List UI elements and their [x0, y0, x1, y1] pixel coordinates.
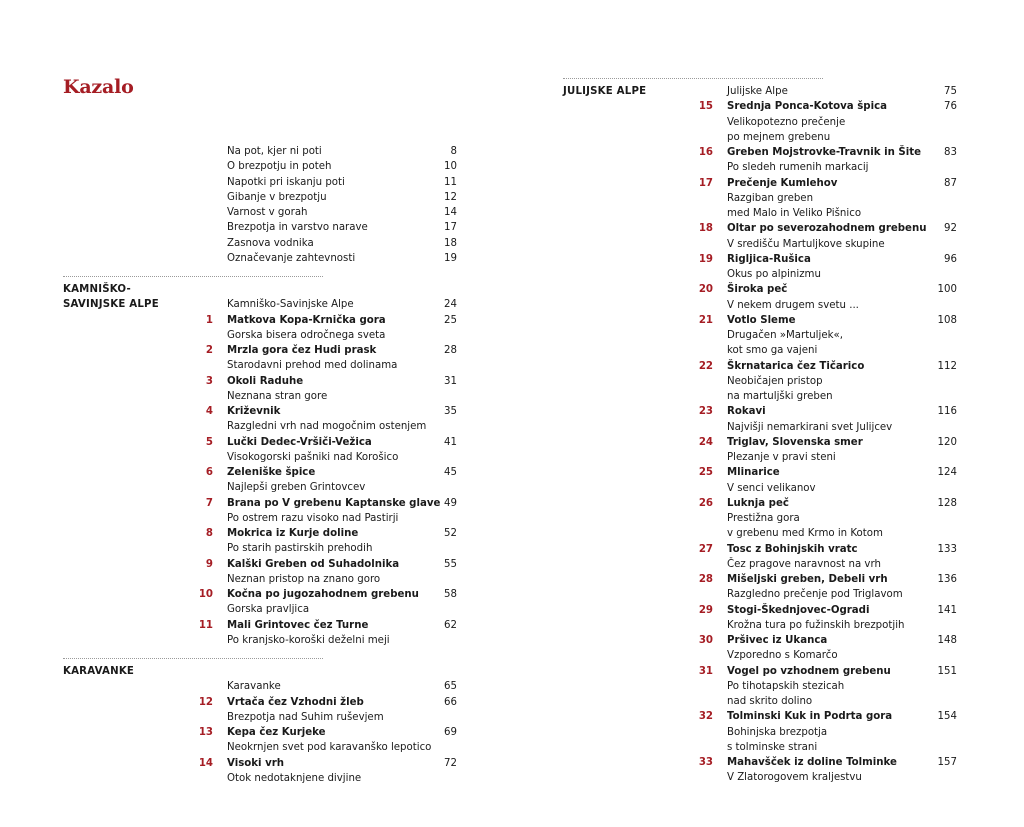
toc-entry[interactable] [63, 313, 463, 328]
entry-number: 23 [698, 406, 713, 418]
page-title: Kazalo [63, 76, 134, 98]
entry-number: 26 [698, 497, 713, 509]
page-number: 87 [944, 177, 957, 189]
entry-text: Najvišji nemarkirani svet Julijcev [727, 421, 893, 433]
toc-entry[interactable] [563, 221, 963, 236]
toc-subtitle [563, 206, 963, 221]
toc-entry[interactable] [63, 587, 463, 602]
page-number: 28 [444, 345, 457, 356]
intro-list [63, 144, 463, 266]
toc-subtitle [563, 481, 963, 496]
entry-number: 27 [698, 543, 713, 555]
entry-title: Tosc z Bohinjskih vratc [727, 543, 858, 555]
entry-title: Tolminski Kuk in Podrta gora [727, 711, 893, 723]
entry-title: Vogel po vzhodnem grebenu [727, 665, 891, 677]
toc-subtitle [563, 511, 963, 526]
toc-subtitle [563, 587, 963, 602]
page-number: 116 [937, 406, 957, 418]
page-number: 72 [444, 757, 457, 769]
entry-number: 15 [698, 101, 713, 113]
toc-subtitle[interactable] [63, 159, 463, 174]
entry-title: Visoki vrh [227, 757, 284, 769]
entry-text: Gibanje v brezpotju [227, 191, 327, 203]
entry-number: 6 [205, 467, 213, 478]
page-number: 108 [937, 314, 957, 326]
entry-number: 10 [198, 589, 213, 600]
page-number: 120 [937, 436, 957, 448]
toc-subtitle [63, 771, 463, 786]
toc-subtitle [563, 450, 963, 465]
toc-entry[interactable] [563, 465, 963, 480]
dotted-separator [563, 78, 823, 79]
entry-text: Karavanke [227, 681, 281, 693]
entry-text: Gorska pravljica [227, 604, 310, 616]
entry-text: Neokrnjen svet pod karavanško lepotico [227, 742, 432, 754]
entry-title: Pršivec iz Ukanca [727, 635, 828, 646]
entry-title: Stogi-Škednjovec-Ogradi [727, 604, 870, 616]
entry-number: 7 [205, 497, 213, 509]
toc-subtitle [563, 160, 963, 175]
toc-subtitle [563, 343, 963, 358]
page-number: 19 [444, 252, 457, 264]
toc-subtitle [563, 237, 963, 252]
toc-subtitle[interactable] [563, 84, 963, 99]
entry-title: Mali Grintovec čez Turne [227, 619, 369, 631]
entry-title: Rigljica-Rušica [727, 253, 811, 265]
toc-entry[interactable] [63, 695, 463, 710]
entry-number: 19 [698, 253, 713, 265]
entry-number: 8 [205, 528, 213, 539]
toc-subtitle [563, 130, 963, 145]
toc-subtitle[interactable] [63, 175, 463, 190]
toc-subtitle [563, 298, 963, 313]
entry-title: Lučki Dedec-Vršiči-Vežica [227, 436, 372, 448]
entry-text: Brezpotja nad Suhim ruševjem [227, 711, 384, 723]
toc-subtitle [63, 541, 463, 556]
page-number: 58 [444, 589, 457, 600]
entry-title: Kepa čez Kurjeke [227, 727, 326, 738]
entry-text: Neobičajen pristop [727, 375, 823, 387]
entry-title: Križevnik [227, 406, 281, 417]
entry-title: Mišeljski greben, Debeli vrh [727, 574, 888, 585]
entry-text: Čez pragove naravnost na vrh [727, 558, 881, 570]
dotted-separator [63, 276, 323, 277]
entry-title: Luknja peč [727, 497, 789, 509]
toc-subtitle[interactable] [63, 220, 463, 235]
toc-entry[interactable] [563, 176, 963, 191]
entry-text: Neznana stran gore [227, 390, 328, 402]
entry-number: 24 [698, 436, 713, 448]
page-number: 52 [444, 528, 457, 539]
page-number: 151 [937, 665, 957, 677]
entry-number: 2 [205, 345, 213, 356]
entry-text: Visokogorski pašniki nad Korošico [227, 451, 399, 463]
toc-entry[interactable] [63, 526, 463, 541]
toc-entry[interactable] [63, 725, 463, 740]
toc-entry[interactable] [63, 374, 463, 389]
entry-text: V središču Martuljkove skupine [727, 238, 885, 250]
entry-number: 25 [698, 467, 713, 479]
toc-entry[interactable] [63, 465, 463, 480]
toc-subtitle [563, 740, 963, 755]
entry-number: 9 [205, 558, 213, 570]
toc-subtitle [63, 710, 463, 725]
toc-entry[interactable] [63, 756, 463, 771]
entry-text: Drugačen »Martuljek«, [727, 330, 843, 341]
page-number: 128 [937, 497, 957, 509]
page-number: 24 [444, 299, 457, 311]
toc-subtitle [563, 115, 963, 130]
section-julijske-alpe [563, 78, 963, 786]
toc-entry[interactable] [563, 145, 963, 160]
dotted-separator [63, 658, 323, 659]
section-label-line: JULIJSKE ALPE [563, 86, 647, 97]
entry-title: Mokrica iz Kurje doline [227, 528, 359, 539]
toc-entry[interactable] [563, 755, 963, 770]
entry-number: 22 [698, 360, 713, 372]
entry-text: Neznan pristop na znano goro [227, 573, 381, 585]
page-number: 154 [937, 711, 957, 723]
entry-text: Brezpotja in varstvo narave [227, 222, 368, 234]
toc-subtitle [63, 419, 463, 434]
toc-entry[interactable] [563, 99, 963, 114]
entry-text: Gorska bisera odročnega sveta [227, 329, 386, 341]
toc-subtitle [63, 511, 463, 526]
entry-number: 5 [205, 436, 213, 448]
entry-number: 11 [198, 619, 213, 631]
toc-subtitle [63, 450, 463, 465]
toc-entry[interactable] [563, 542, 963, 557]
entry-text: Po starih pastirskih prehodih [227, 543, 373, 555]
section-label-line: KARAVANKE [63, 666, 135, 677]
page-number: 14 [444, 207, 457, 218]
entry-number: 3 [205, 375, 213, 387]
toc-entry[interactable] [63, 557, 463, 572]
toc-subtitle [563, 679, 963, 694]
page-number: 10 [444, 161, 457, 173]
page-number: 62 [444, 619, 457, 631]
page-number: 141 [937, 604, 957, 616]
page-number: 18 [444, 237, 457, 249]
toc-subtitle [63, 480, 463, 495]
page-number: 92 [944, 223, 957, 235]
entry-number: 16 [698, 147, 713, 158]
page-number: 17 [444, 222, 457, 234]
entry-number: 30 [698, 635, 713, 646]
page-number: 133 [937, 543, 957, 555]
page-number: 25 [444, 314, 457, 326]
toc-entry[interactable] [563, 252, 963, 267]
toc-subtitle [563, 374, 963, 389]
entry-text: s tolminske strani [727, 741, 818, 753]
entry-number: 32 [698, 711, 713, 723]
entry-text: O brezpotju in poteh [227, 161, 332, 173]
toc-subtitle [563, 420, 963, 435]
entry-text: Napotki pri iskanju poti [227, 176, 345, 188]
entry-title: Široka peč [727, 284, 788, 296]
toc-entry[interactable] [563, 709, 963, 724]
toc-subtitle[interactable] [63, 297, 463, 312]
entry-number: 33 [698, 757, 713, 768]
toc-subtitle [63, 602, 463, 617]
entry-title: Triglav, Slovenska smer [727, 436, 863, 448]
toc-subtitle [563, 557, 963, 572]
page-number: 83 [944, 147, 957, 158]
entry-text: V senci velikanov [727, 482, 816, 494]
page-number: 76 [944, 101, 957, 113]
entry-text: Varnost v gorah [227, 207, 308, 218]
toc-subtitle [63, 389, 463, 404]
toc-entry[interactable] [563, 313, 963, 328]
page-number: 136 [937, 574, 957, 585]
toc-subtitle [563, 648, 963, 663]
entry-text: Na pot, kjer ni poti [227, 146, 322, 157]
entry-text: Po ostrem razu visoko nad Pastirji [227, 512, 399, 524]
section-kamnisko-savinjske-alpe [63, 276, 463, 648]
toc-entry[interactable] [63, 618, 463, 633]
page-number: 55 [444, 558, 457, 570]
toc-subtitle [63, 358, 463, 373]
toc-subtitle [563, 694, 963, 709]
toc-entry[interactable] [563, 435, 963, 450]
entry-title: Prečenje Kumlehov [727, 177, 838, 189]
entry-text: Najlepši greben Grintovcev [227, 482, 366, 494]
entry-text: Razgledni vrh nad mogočnim ostenjem [227, 421, 427, 433]
toc-entry[interactable] [563, 496, 963, 511]
entry-text: Po kranjsko-koroški deželni meji [227, 634, 390, 646]
entry-text: V nekem drugem svetu ... [727, 299, 859, 311]
section-block [63, 282, 463, 648]
entry-title: Mlinarice [727, 467, 780, 479]
entry-title: Greben Mojstrovke-Travnik in Šite [727, 147, 921, 158]
toc-subtitle [63, 740, 463, 755]
page-number: 49 [444, 497, 457, 509]
toc-subtitle [563, 725, 963, 740]
entry-text: v grebenu med Krmo in Kotom [727, 528, 883, 540]
entry-text: Starodavni prehod med dolinama [227, 360, 398, 372]
toc-entry[interactable] [63, 404, 463, 419]
entry-title: Kalški Greben od Suhadolnika [227, 558, 400, 570]
entry-text: Okus po alpinizmu [727, 269, 821, 280]
entry-text: Otok nedotaknjene divjine [227, 772, 362, 784]
toc-entry[interactable] [563, 359, 963, 374]
entry-text: Razgledno prečenje pod Triglavom [727, 589, 903, 601]
page-number: 66 [444, 696, 457, 708]
entry-title: Brana po V grebenu Kaptanske glave [227, 497, 441, 509]
toc-subtitle[interactable] [63, 205, 463, 220]
toc-subtitle [563, 770, 963, 785]
toc-entry[interactable] [563, 603, 963, 618]
toc-subtitle [63, 664, 463, 679]
entry-title: Mahavšček iz doline Tolminke [727, 757, 897, 768]
entry-title: Srednja Ponca-Kotova špica [727, 101, 887, 113]
entry-number: 14 [198, 757, 213, 769]
entry-number: 18 [698, 223, 713, 235]
page-number: 65 [444, 681, 457, 693]
entry-number: 31 [698, 665, 713, 677]
page-number: 12 [444, 191, 457, 203]
page-number: 69 [444, 727, 457, 738]
page-number: 112 [937, 360, 957, 372]
entry-title: Vrtača čez Vzhodni žleb [227, 696, 364, 708]
entry-number: 1 [205, 314, 213, 326]
entry-text: Julijske Alpe [727, 86, 788, 97]
toc-subtitle [63, 633, 463, 648]
toc-subtitle [63, 328, 463, 343]
toc-subtitle[interactable] [63, 679, 463, 694]
toc-entry[interactable] [563, 572, 963, 587]
entry-text: Krožna tura po fužinskih brezpotjih [727, 619, 905, 631]
entry-title: Rokavi [727, 406, 766, 418]
entry-text: nad skrito dolino [727, 696, 813, 707]
page-number: 75 [944, 86, 957, 97]
entry-number: 12 [198, 696, 213, 708]
toc-subtitle [563, 191, 963, 206]
toc-subtitle[interactable] [63, 251, 463, 266]
section-karavanke [63, 658, 463, 786]
entry-text: Vzporedno s Komarčo [727, 650, 838, 662]
entry-text: Zasnova vodnika [227, 237, 314, 249]
entry-text: Prestižna gora [727, 513, 800, 524]
page-number: 8 [450, 146, 457, 157]
entry-title: Matkova Kopa-Krnička gora [227, 314, 386, 326]
entry-title: Škrnatarica čez Tičarico [727, 360, 865, 372]
entry-number: 4 [205, 406, 213, 417]
toc-entry[interactable] [563, 404, 963, 419]
page-number: 148 [937, 635, 957, 646]
entry-text: na martuljški greben [727, 391, 833, 402]
page-number: 35 [444, 406, 457, 417]
toc-subtitle [563, 526, 963, 541]
section-block [563, 84, 963, 786]
entry-text: po mejnem grebenu [727, 131, 831, 143]
entry-title: Oltar po severozahodnem grebenu [727, 223, 927, 235]
toc-subtitle [563, 618, 963, 633]
toc-subtitle [563, 267, 963, 282]
page-number: 157 [937, 757, 957, 768]
entry-title: Votlo Sleme [727, 314, 796, 326]
entry-title: Kočna po jugozahodnem grebenu [227, 589, 419, 600]
page-number: 45 [444, 467, 457, 478]
entry-number: 13 [198, 727, 213, 738]
toc-subtitle [563, 389, 963, 404]
entry-number: 28 [698, 574, 713, 585]
toc-entry[interactable] [563, 282, 963, 297]
toc-entry[interactable] [563, 633, 963, 648]
page-number: 31 [444, 375, 457, 387]
entry-title: Mrzla gora čez Hudi prask [227, 345, 377, 356]
toc-entry[interactable] [63, 496, 463, 511]
entry-text: kot smo ga vajeni [727, 345, 818, 357]
entry-number: 21 [698, 314, 713, 326]
entry-text: Po tihotapskih stezicah [727, 680, 845, 692]
page-number: 11 [444, 176, 457, 188]
entry-text: med Malo in Veliko Pišnico [727, 208, 862, 219]
entry-title: Okoli Raduhe [227, 375, 304, 387]
toc-entry[interactable] [63, 343, 463, 358]
toc-subtitle [63, 282, 463, 297]
entry-text: Plezanje v pravi steni [727, 452, 836, 463]
entry-number: 29 [698, 604, 713, 616]
toc-subtitle [563, 328, 963, 343]
entry-text: Označevanje zahtevnosti [227, 252, 356, 264]
toc-subtitle[interactable] [63, 236, 463, 251]
toc-subtitle [63, 572, 463, 587]
page-number: 41 [444, 436, 457, 448]
page-number: 124 [937, 467, 957, 479]
section-block [63, 664, 463, 786]
section-label-line: SAVINJSKE ALPE [63, 299, 159, 311]
section-label-line: KAMNIŠKO- [63, 284, 131, 295]
toc-subtitle[interactable] [63, 144, 463, 159]
entry-title: Zeleniške špice [227, 467, 316, 478]
entry-number: 17 [698, 177, 713, 189]
entry-number: 20 [698, 284, 713, 296]
toc-entry[interactable] [563, 664, 963, 679]
toc-subtitle[interactable] [63, 190, 463, 205]
entry-text: V Zlatorogovem kraljestvu [727, 772, 862, 784]
entry-text: Po sledeh rumenih markacij [727, 162, 869, 174]
page-number: 100 [937, 284, 957, 296]
entry-text: Velikopotezno prečenje [727, 116, 846, 128]
toc-entry[interactable] [63, 435, 463, 450]
entry-text: Razgiban greben [727, 192, 814, 204]
entry-text: Kamniško-Savinjske Alpe [227, 299, 354, 311]
entry-text: Bohinjska brezpotja [727, 726, 828, 738]
page-number: 96 [944, 253, 957, 265]
